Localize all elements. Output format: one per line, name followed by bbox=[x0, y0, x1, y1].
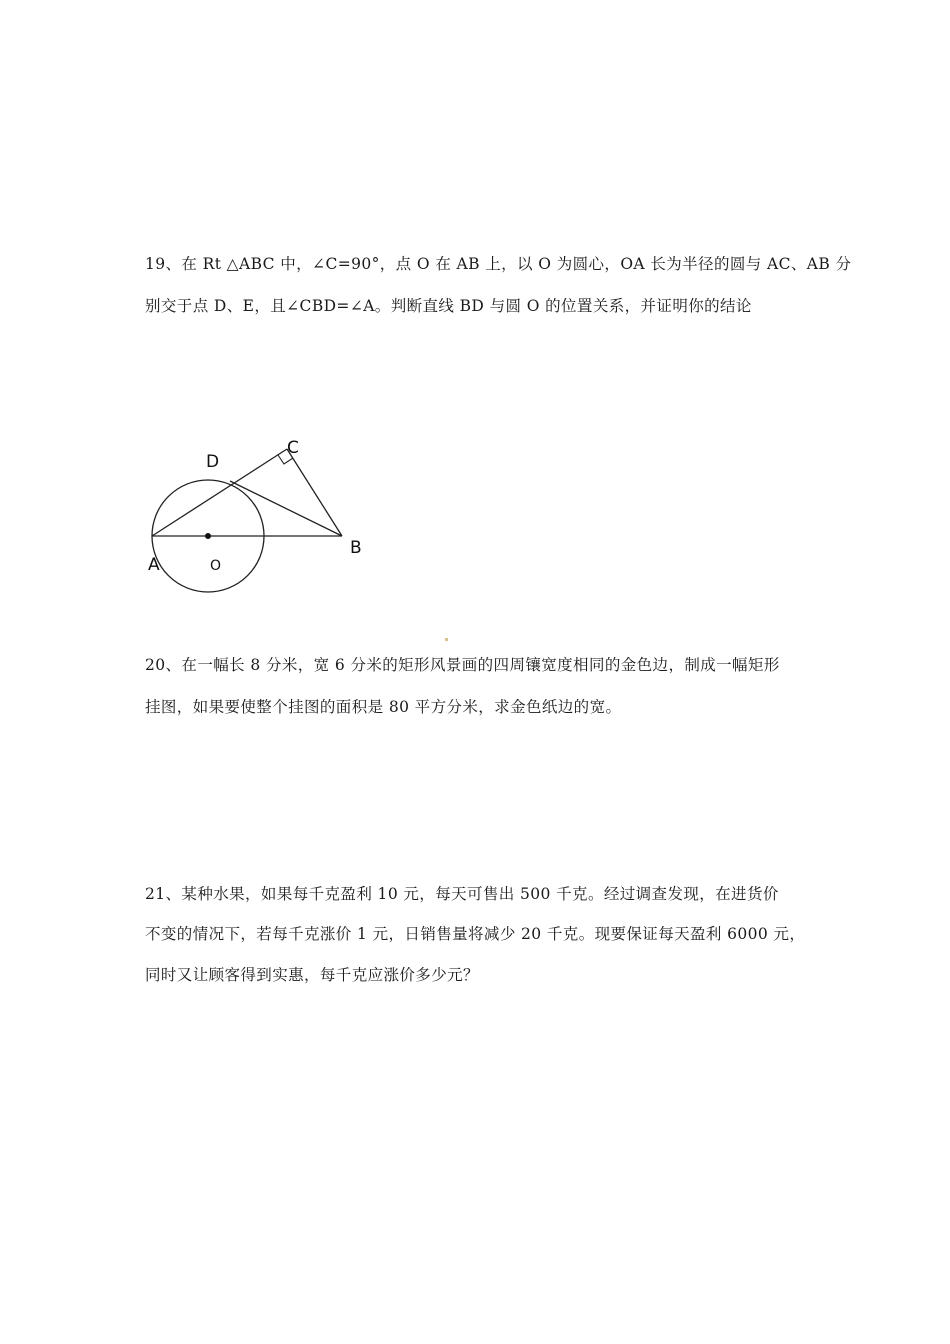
label-c: C bbox=[287, 438, 299, 458]
label-b: B bbox=[350, 538, 362, 558]
q21-line-3: 同时又让顾客得到实惠，每千克应涨价多少元？ bbox=[145, 966, 479, 984]
geometry-figure bbox=[140, 425, 380, 595]
q20-line-1: 20、在一幅长 8 分米，宽 6 分米的矩形风景画的四周镶宽度相同的金色边，制成一幅矩形 bbox=[145, 656, 780, 674]
scan-speck bbox=[445, 638, 448, 641]
q19-line-1: 19、在 Rt △ABC 中，∠C=90°，点 O 在 AB 上，以 O 为圆心，OA 长为半径的圆与 AC、AB 分 bbox=[145, 255, 852, 273]
center-point bbox=[205, 533, 211, 539]
q19-line-2: 别交于点 D、E，且∠CBD=∠A。判断直线 BD 与圆 O 的位置关系，并证明你的结论 bbox=[145, 297, 752, 315]
label-d: D bbox=[206, 452, 220, 472]
label-o: O bbox=[210, 558, 222, 574]
q20-line-2: 挂图，如果要使整个挂图的面积是 80 平方分米，求金色纸边的宽。 bbox=[145, 698, 622, 716]
q21-line-2: 不变的情况下，若每千克涨价 1 元，日销售量将减少 20 千克。现要保证每天盈利 6000 元， bbox=[145, 925, 806, 943]
label-a: A bbox=[148, 555, 160, 575]
q21-line-1: 21、某种水果，如果每千克盈利 10 元，每天可售出 500 千克。经过调查发现，在进货价 bbox=[145, 885, 779, 903]
